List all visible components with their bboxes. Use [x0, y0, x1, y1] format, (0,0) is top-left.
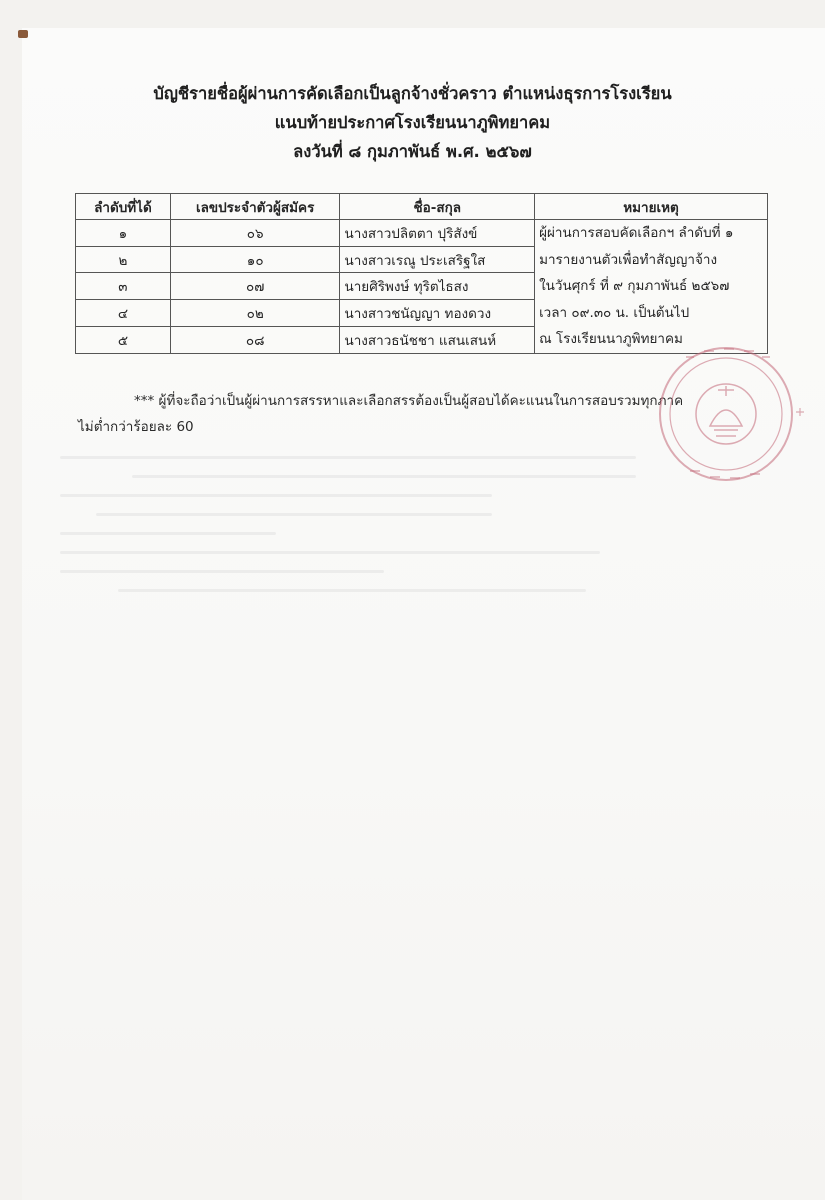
- cell-name: นางสาวปลิตตา ปุริสังข์: [340, 220, 535, 247]
- selected-candidates-table: [75, 193, 768, 354]
- cell-name: นางสาวชนัญญา ทองดวง: [340, 300, 535, 327]
- title-line-2: แนบท้ายประกาศโรงเรียนนาภูพิทยาคม: [274, 113, 551, 132]
- cell-rank: ๒: [76, 246, 171, 273]
- cell-applicant-no: ๐๖: [170, 220, 340, 247]
- cell-name: นางสาวธนัชชา แสนเสนห์: [340, 326, 535, 353]
- scan-corner-mark: [18, 30, 28, 38]
- cell-applicant-no: ๐๒: [170, 300, 340, 327]
- remark-line-2: มารายงานตัวเพื่อทำสัญญาจ้าง: [539, 251, 718, 268]
- header-applicant-no: เลขประจำตัวผู้สมัคร: [170, 194, 340, 220]
- document-title: [0, 79, 825, 166]
- header-remark: หมายเหตุ: [535, 194, 768, 220]
- cell-rank: ๕: [76, 326, 171, 353]
- remark-line-4: เวลา ๐๙.๓๐ น. เป็นต้นไป: [539, 304, 690, 321]
- title-line-3: ลงวันที่ ๘ กุมภาพันธ์ พ.ศ. ๒๕๖๗: [293, 142, 532, 161]
- cell-name: นางสาวเรณู ประเสริฐใส: [340, 246, 535, 273]
- remark-line-3: ในวันศุกร์ ที่ ๙ กุมภาพันธ์ ๒๕๖๗: [539, 278, 730, 294]
- footnote-line-2: ไม่ต่ำกว่าร้อยละ 60: [78, 419, 194, 435]
- footnote-line-1: *** ผู้ที่จะถือว่าเป็นผู้ผ่านการสรรหาและเลือกสรรต้องเป็นผู้สอบได้คะแนนในการสอบรวมทุกภาค: [134, 393, 684, 409]
- cell-rank: ๓: [76, 273, 171, 300]
- remark-line-1: ผู้ผ่านการสอบคัดเลือกฯ ลำดับที่ ๑: [539, 225, 734, 241]
- header-rank: ลำดับที่ได้: [76, 194, 171, 220]
- cell-name: นายศิริพงษ์ ทุริตไธสง: [340, 273, 535, 300]
- title-line-1: บัญชีรายชื่อผู้ผ่านการคัดเลือกเป็นลูกจ้างชั่วคราว ตำแหน่งธุรการโรงเรียน: [153, 84, 672, 103]
- table-row: [76, 220, 768, 247]
- cell-rank: ๔: [76, 300, 171, 327]
- header-name: ชื่อ-สกุล: [340, 194, 535, 220]
- cell-applicant-no: ๐๘: [170, 326, 340, 353]
- school-seal-stamp: [646, 334, 806, 494]
- cell-applicant-no: ๑๐: [170, 246, 340, 273]
- cell-remark: [535, 220, 768, 354]
- remark-line-5: ณ โรงเรียนนาภูพิทยาคม: [539, 331, 683, 347]
- table-header-row: [76, 194, 768, 220]
- cell-rank: ๑: [76, 220, 171, 247]
- cell-applicant-no: ๐๗: [170, 273, 340, 300]
